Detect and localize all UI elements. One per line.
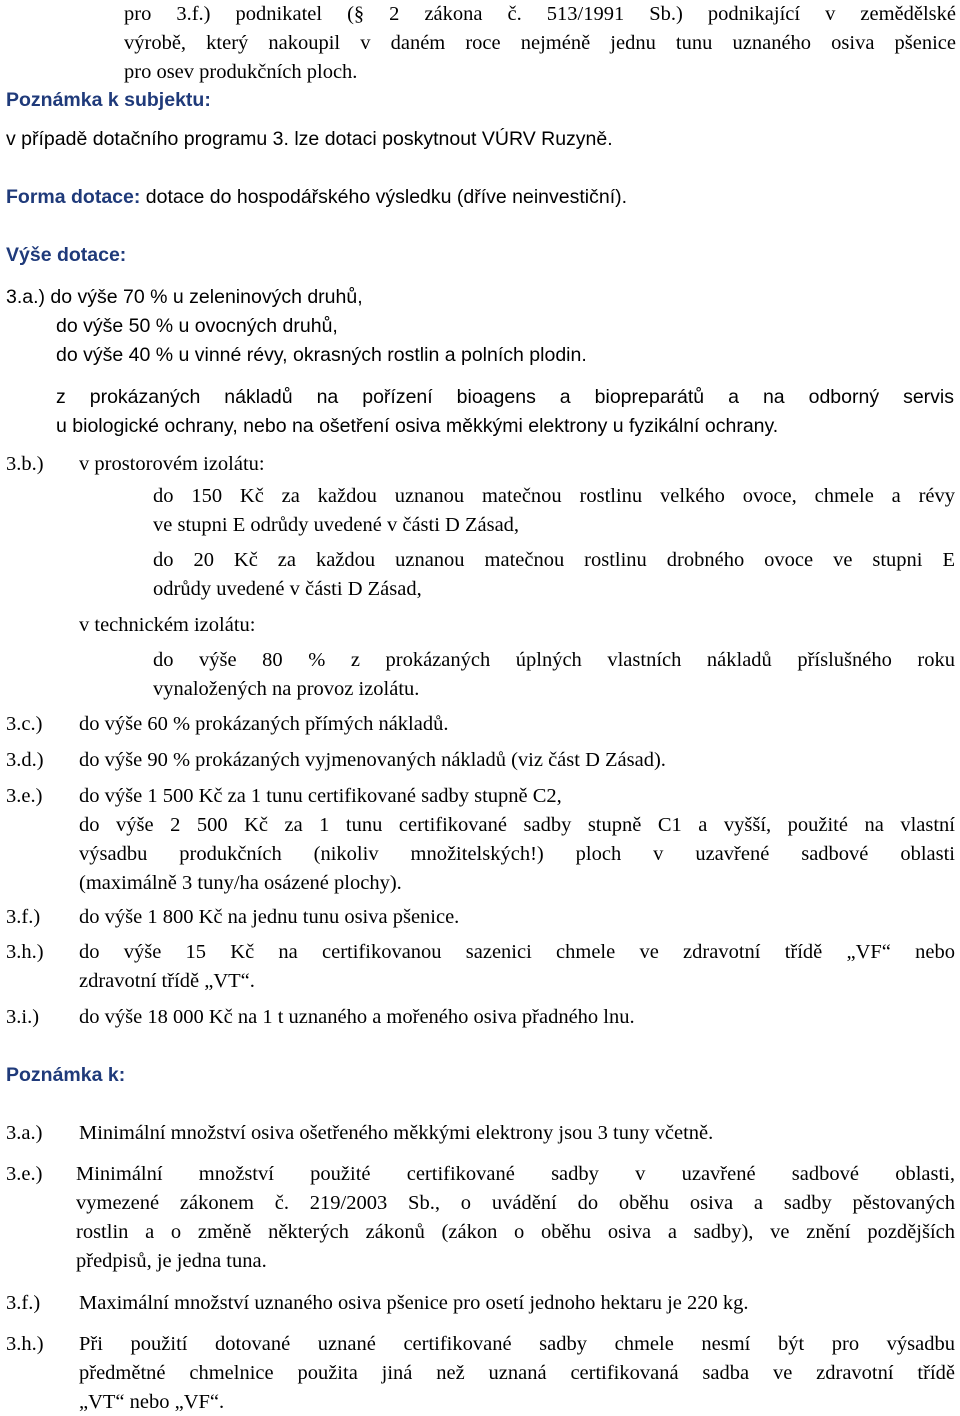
- subject-note-heading: Poznámka k subjektu:: [6, 89, 211, 111]
- vyse-b-line-3: ve stupni E odrůdy uvedené v části D Zásad,: [153, 514, 520, 536]
- poznamka-e-line-4: předpisů, je jedna tuna.: [76, 1250, 267, 1272]
- vyse-d-number: 3.d.): [6, 749, 44, 771]
- vyse-f-line-1: do výše 1 800 Kč na jednu tunu osiva pšenice.: [79, 906, 460, 928]
- poznamka-h-number: 3.h.): [6, 1333, 44, 1355]
- vyse-h-number: 3.h.): [6, 941, 44, 963]
- vyse-e-line-3: výsadbu produkčních (nikoliv množitelských!) ploch v uzavřené sadbové oblasti: [79, 843, 955, 865]
- vyse-b-line-4: do 20 Kč za každou uznanou matečnou rostlinu drobného ovoce ve stupni E: [153, 549, 955, 571]
- intro-line-1: pro 3.f.) podnikatel (§ 2 zákona č. 513/1991 Sb.) podnikající v zemědělské: [124, 3, 956, 25]
- vyse-e-line-2: do výše 2 500 Kč za 1 tunu certifikované sadby stupně C1 a vyšší, použité na vlastní: [79, 814, 955, 836]
- vyse-e-line-4: (maximálně 3 tuny/ha osázené plochy).: [79, 872, 402, 894]
- poznamka-heading: Poznámka k:: [6, 1064, 126, 1086]
- vyse-a-line-5: u biologické ochrany, nebo na ošetření osiva měkkými elektrony u fyzikální ochrany.: [56, 415, 779, 437]
- poznamka-a-line-1: Minimální množství osiva ošetřeného měkkými elektrony jsou 3 tuny včetně.: [79, 1122, 714, 1144]
- vyse-h-line-1: do výše 15 Kč na certifikovanou sazenici chmele ve zdravotní třídě „VF“ nebo: [79, 941, 955, 963]
- forma-dotace-text: dotace do hospodářského výsledku (dříve neinvestiční).: [140, 186, 628, 208]
- vyse-e-line-1: do výše 1 500 Kč za 1 tunu certifikované sadby stupně C2,: [79, 785, 562, 807]
- poznamka-a-number: 3.a.): [6, 1122, 43, 1144]
- vyse-f-number: 3.f.): [6, 906, 41, 928]
- vyse-b-line-2: do 150 Kč za každou uznanou matečnou rostlinu velkého ovoce, chmele a révy: [153, 485, 955, 507]
- vyse-b-line-6: v technickém izolátu:: [79, 614, 256, 636]
- poznamka-h-line-2: předmětné chmelnice použita jiná než uznaná certifikovaná sadba ve zdravotní třídě: [79, 1362, 955, 1384]
- poznamka-e-number: 3.e.): [6, 1163, 43, 1185]
- vyse-b-line-1: v prostorovém izolátu:: [79, 453, 265, 475]
- vyse-a-line-1: 3.a.) do výše 70 % u zeleninových druhů,: [6, 286, 363, 308]
- vyse-e-number: 3.e.): [6, 785, 43, 807]
- vyse-b-line-5: odrůdy uvedené v části D Zásad,: [153, 578, 422, 600]
- vyse-a-line-2: do výše 50 % u ovocných druhů,: [56, 315, 338, 337]
- poznamka-h-line-1: Při použití dotované uznané certifikované sadby chmele nesmí být pro výsadbu: [79, 1333, 955, 1355]
- vyse-b-line-8: vynaložených na provoz izolátu.: [153, 678, 420, 700]
- forma-dotace-label: Forma dotace:: [6, 186, 141, 208]
- poznamka-e-line-3: rostlin a o změně některých zákonů (zákon o oběhu osiva a sadby), ve znění pozdějších: [76, 1221, 955, 1243]
- subject-note-text: v případě dotačního programu 3. lze dotaci poskytnout VÚRV Ruzyně.: [6, 128, 613, 150]
- intro-line-3: pro osev produkčních ploch.: [124, 61, 358, 83]
- vyse-h-line-2: zdravotní třídě „VT“.: [79, 970, 255, 992]
- vyse-i-number: 3.i.): [6, 1006, 40, 1028]
- poznamka-f-number: 3.f.): [6, 1292, 41, 1314]
- vyse-a-line-3: do výše 40 % u vinné révy, okrasných rostlin a polních plodin.: [56, 344, 587, 366]
- vyse-b-number: 3.b.): [6, 453, 44, 475]
- vyse-i-line-1: do výše 18 000 Kč na 1 t uznaného a mořeného osiva přadného lnu.: [79, 1006, 635, 1028]
- vyse-d-line-1: do výše 90 % prokázaných vyjmenovaných nákladů (viz část D Zásad).: [79, 749, 666, 771]
- vyse-c-number: 3.c.): [6, 713, 43, 735]
- poznamka-e-line-2: vymezené zákonem č. 219/2003 Sb., o uvádění do oběhu osiva a sadby pěstovaných: [76, 1192, 955, 1214]
- vyse-a-line-4: z prokázaných nákladů na pořízení bioagens a biopreparátů a na odborný servis: [56, 386, 954, 408]
- vyse-c-line-1: do výše 60 % prokázaných přímých nákladů.: [79, 713, 449, 735]
- poznamka-h-line-3: „VT“ nebo „VF“.: [79, 1391, 225, 1413]
- forma-dotace: [6, 188, 627, 208]
- vyse-dotace-heading: Výše dotace:: [6, 244, 127, 266]
- poznamka-f-line-1: Maximální množství uznaného osiva pšenice pro osetí jednoho hektaru je 220 kg.: [79, 1292, 749, 1314]
- poznamka-e-line-1: Minimální množství použité certifikované sadby v uzavřené sadbové oblasti,: [76, 1163, 955, 1185]
- intro-line-2: výrobě, který nakoupil v daném roce nejméně jednu tunu uznaného osiva pšenice: [124, 32, 956, 54]
- vyse-b-line-7: do výše 80 % z prokázaných úplných vlastních nákladů příslušného roku: [153, 649, 955, 671]
